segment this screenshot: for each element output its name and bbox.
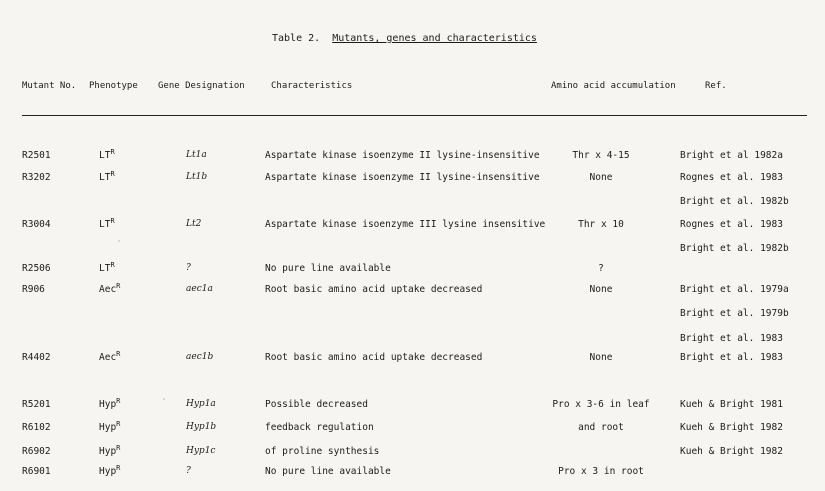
phenotype — [99, 284, 120, 295]
phenotype-superscript: R — [110, 217, 115, 225]
characteristics: No pure line available — [265, 466, 391, 477]
characteristics: Aspartate kinase isoenzyme II lysine-insensitive — [265, 150, 540, 161]
reference: Bright et al. 1982b — [680, 243, 789, 254]
scan-speck — [163, 398, 165, 400]
amino-acid-accumulation: None — [589, 284, 613, 295]
header-gene: Gene Designation — [158, 81, 245, 91]
header-amino-acid: Amino acid accumulation — [551, 81, 676, 91]
reference: Bright et al. 1983 — [680, 333, 783, 344]
amino-acid-accumulation: ? — [598, 263, 604, 274]
gene-designation: Lt1b — [186, 172, 208, 182]
amino-acid-accumulation: Thr x 4-15 — [572, 150, 630, 161]
phenotype-base: LT — [99, 219, 111, 230]
phenotype — [99, 263, 115, 274]
reference: Bright et al 1982a — [680, 150, 783, 161]
mutant-number: R2506 — [22, 263, 51, 274]
phenotype-base: Hyp — [99, 422, 117, 433]
phenotype-base: Hyp — [99, 399, 117, 410]
reference: Kueh & Bright 1982 — [680, 422, 783, 433]
phenotype-base: Hyp — [99, 446, 117, 457]
header-rule — [22, 115, 807, 116]
phenotype — [99, 172, 115, 183]
characteristics: feedback regulation — [265, 422, 374, 433]
phenotype — [99, 399, 120, 410]
characteristics: Root basic amino acid uptake decreased — [265, 284, 483, 295]
table-number: Table 2. — [272, 33, 321, 44]
amino-acid-accumulation: and root — [578, 422, 624, 433]
phenotype-superscript: R — [110, 170, 115, 178]
characteristics: Possible decreased — [265, 399, 368, 410]
phenotype-base: LT — [99, 150, 111, 161]
phenotype-base: Hyp — [99, 466, 117, 477]
mutant-number: R4402 — [22, 352, 51, 363]
mutant-number: R6102 — [22, 422, 51, 433]
mutant-number: R6901 — [22, 466, 51, 477]
amino-acid-accumulation: Pro x 3-6 in leaf — [552, 399, 650, 410]
reference: Rognes et al. 1983 — [680, 172, 783, 183]
phenotype — [99, 422, 120, 433]
table-caption: Mutants, genes and characteristics — [332, 33, 537, 44]
phenotype-superscript: R — [116, 282, 121, 290]
phenotype-base: LT — [99, 263, 111, 274]
mutant-number: R3202 — [22, 172, 51, 183]
phenotype-superscript: R — [116, 397, 121, 405]
mutant-number: R906 — [22, 284, 45, 295]
gene-designation: Hyp1b — [186, 422, 217, 432]
phenotype-superscript: R — [110, 261, 115, 269]
phenotype — [99, 219, 115, 230]
mutant-number: R6902 — [22, 446, 51, 457]
phenotype-superscript: R — [116, 350, 121, 358]
gene-designation: Hyp1a — [186, 399, 216, 409]
gene-designation: ? — [186, 466, 191, 476]
amino-acid-accumulation: None — [589, 352, 613, 363]
reference: Bright et al. 1979a — [680, 284, 789, 295]
phenotype — [99, 150, 115, 161]
characteristics: Root basic amino acid uptake decreased — [265, 352, 483, 363]
amino-acid-accumulation: Thr x 10 — [578, 219, 624, 230]
phenotype-superscript: R — [116, 444, 121, 452]
reference: Kueh & Bright 1982 — [680, 446, 783, 457]
characteristics: Aspartate kinase isoenzyme II lysine-insensitive — [265, 172, 540, 183]
reference: Bright et al. 1982b — [680, 196, 789, 207]
header-mutant: Mutant No. — [22, 81, 77, 91]
reference: Kueh & Bright 1981 — [680, 399, 783, 410]
characteristics: No pure line available — [265, 263, 391, 274]
phenotype-superscript: R — [116, 464, 121, 472]
phenotype-base: Aec — [99, 352, 117, 363]
gene-designation: Hyp1c — [186, 446, 216, 456]
scan-speck — [118, 240, 120, 242]
reference: Rognes et al. 1983 — [680, 219, 783, 230]
gene-designation: ? — [186, 263, 191, 273]
phenotype — [99, 352, 120, 363]
header-phenotype: Phenotype — [89, 81, 138, 91]
table-title — [272, 33, 537, 44]
header-characteristics: Characteristics — [271, 81, 353, 91]
reference: Bright et al. 1983 — [680, 352, 783, 363]
mutant-number: R3004 — [22, 219, 51, 230]
gene-designation: aec1b — [186, 352, 214, 362]
amino-acid-accumulation: None — [589, 172, 613, 183]
phenotype — [99, 466, 120, 477]
gene-designation: Lt1a — [186, 150, 207, 160]
mutant-number: R5201 — [22, 399, 51, 410]
mutant-number: R2501 — [22, 150, 51, 161]
characteristics: of proline synthesis — [265, 446, 380, 457]
phenotype-superscript: R — [116, 420, 121, 428]
gene-designation: aec1a — [186, 284, 213, 294]
reference: Bright et al. 1979b — [680, 308, 789, 319]
characteristics: Aspartate kinase isoenzyme III lysine insensitive — [265, 219, 546, 230]
header-ref: Ref. — [705, 81, 727, 91]
gene-designation: Lt2 — [186, 219, 202, 229]
phenotype-superscript: R — [110, 148, 115, 156]
phenotype — [99, 446, 120, 457]
amino-acid-accumulation: Pro x 3 in root — [558, 466, 644, 477]
phenotype-base: LT — [99, 172, 111, 183]
phenotype-base: Aec — [99, 284, 117, 295]
